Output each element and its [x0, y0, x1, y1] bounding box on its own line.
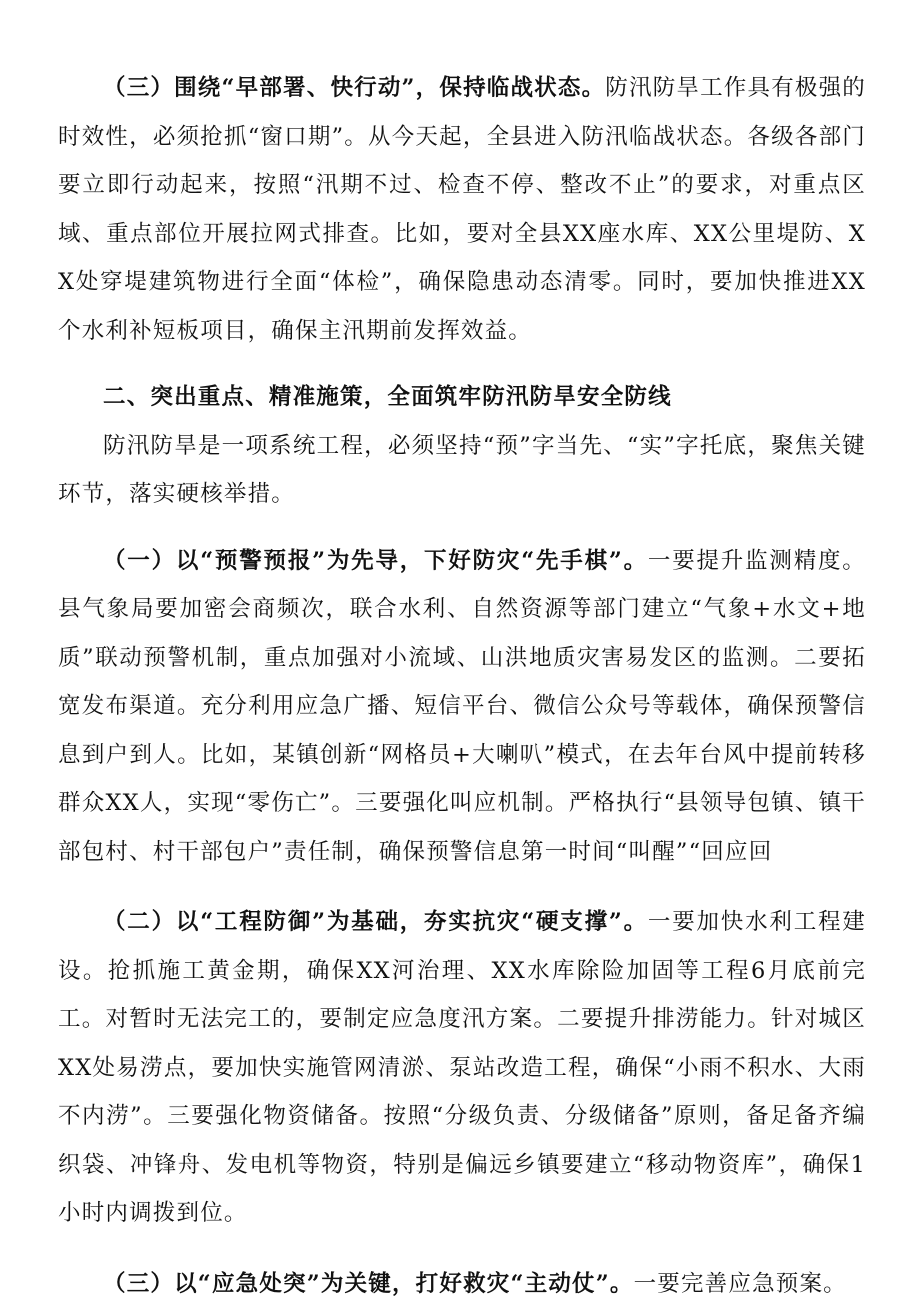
- paragraph-body: 一要提升监测精度。县气象局要加密会商频次，联合水利、自然资源等部门建立“气象+水文+地质”联动预警机制，重点加强对小流域、山洪地质灾害易发区的监测。二要拓宽发布渠道。充分利用应急广播、短信平台、微信公众号等载体，确保预警信息到户到人。比如，某镇创新“网格员+大喇叭”模式，在去年台风中提前转移群众XX人，实现“零伤亡”。三要强化叫应机制。严格执行“县领导包镇、镇干部包村、村干部包户”责任制，确保预警信息第一时间“叫醒”“回应回: [58, 548, 866, 865]
- paragraph-body: 防汛防旱工作具有极强的时效性，必须抢抓“窗口期”。从今天起，全县进入防汛临战状态。各级各部门要立即行动起来，按照“汛期不过、检查不停、整改不止”的要求，对重点区域、重点部位开展拉网式排查。比如，要对全县XX座水库、XX公里堤防、XX处穿堤建筑物进行全面“体检”，确保隐患动态清零。同时，要加快推进XX个水利补短板项目，确保主汛期前发挥效益。: [58, 75, 866, 344]
- paragraph-warning: [58, 537, 866, 877]
- paragraph-lead: （一）以“预警预报”为先导，下好防灾“先手棋”。: [103, 548, 648, 574]
- paragraph-body: 防汛防旱是一项系统工程，必须坚持“预”字当先、“实”字托底，聚焦关键环节，落实硬核举措。: [58, 433, 866, 508]
- document-page: [58, 64, 866, 1308]
- paragraph-lead: （三）以“应急处突”为关键，打好救灾“主动仗”。: [103, 1271, 634, 1297]
- paragraph-lead: （二）以“工程防御”为基础，夯实抗灾“硬支撑”。: [103, 909, 648, 935]
- paragraph-body: 一要加快水利工程建设。抢抓施工黄金期，确保XX河治理、XX水库除险加固等工程6月底前完工。对暂时无法完工的，要制定应急度汛方案。二要提升排涝能力。针对城区XX处易涝点，要加快实施管网清淤、泵站改造工程，确保“小雨不积水、大雨不内涝”。三要强化物资储备。按照“分级负责、分级储备”原则，备足备齐编织袋、冲锋舟、发电机等物资，特别是偏远乡镇要建立“移动物资库”，确保1小时内调拨到位。: [58, 909, 866, 1226]
- paragraph-intro: [58, 422, 866, 519]
- paragraph-engineering: [58, 898, 866, 1238]
- paragraph-lead: （三）围绕“早部署、快行动”，保持临战状态。: [103, 75, 605, 101]
- paragraph-preparation: [58, 64, 866, 355]
- paragraph-body: 一要完善应急预案。: [634, 1271, 847, 1297]
- section-heading: 二、突出重点、精准施策，全面筑牢防汛防旱安全防线: [58, 373, 866, 422]
